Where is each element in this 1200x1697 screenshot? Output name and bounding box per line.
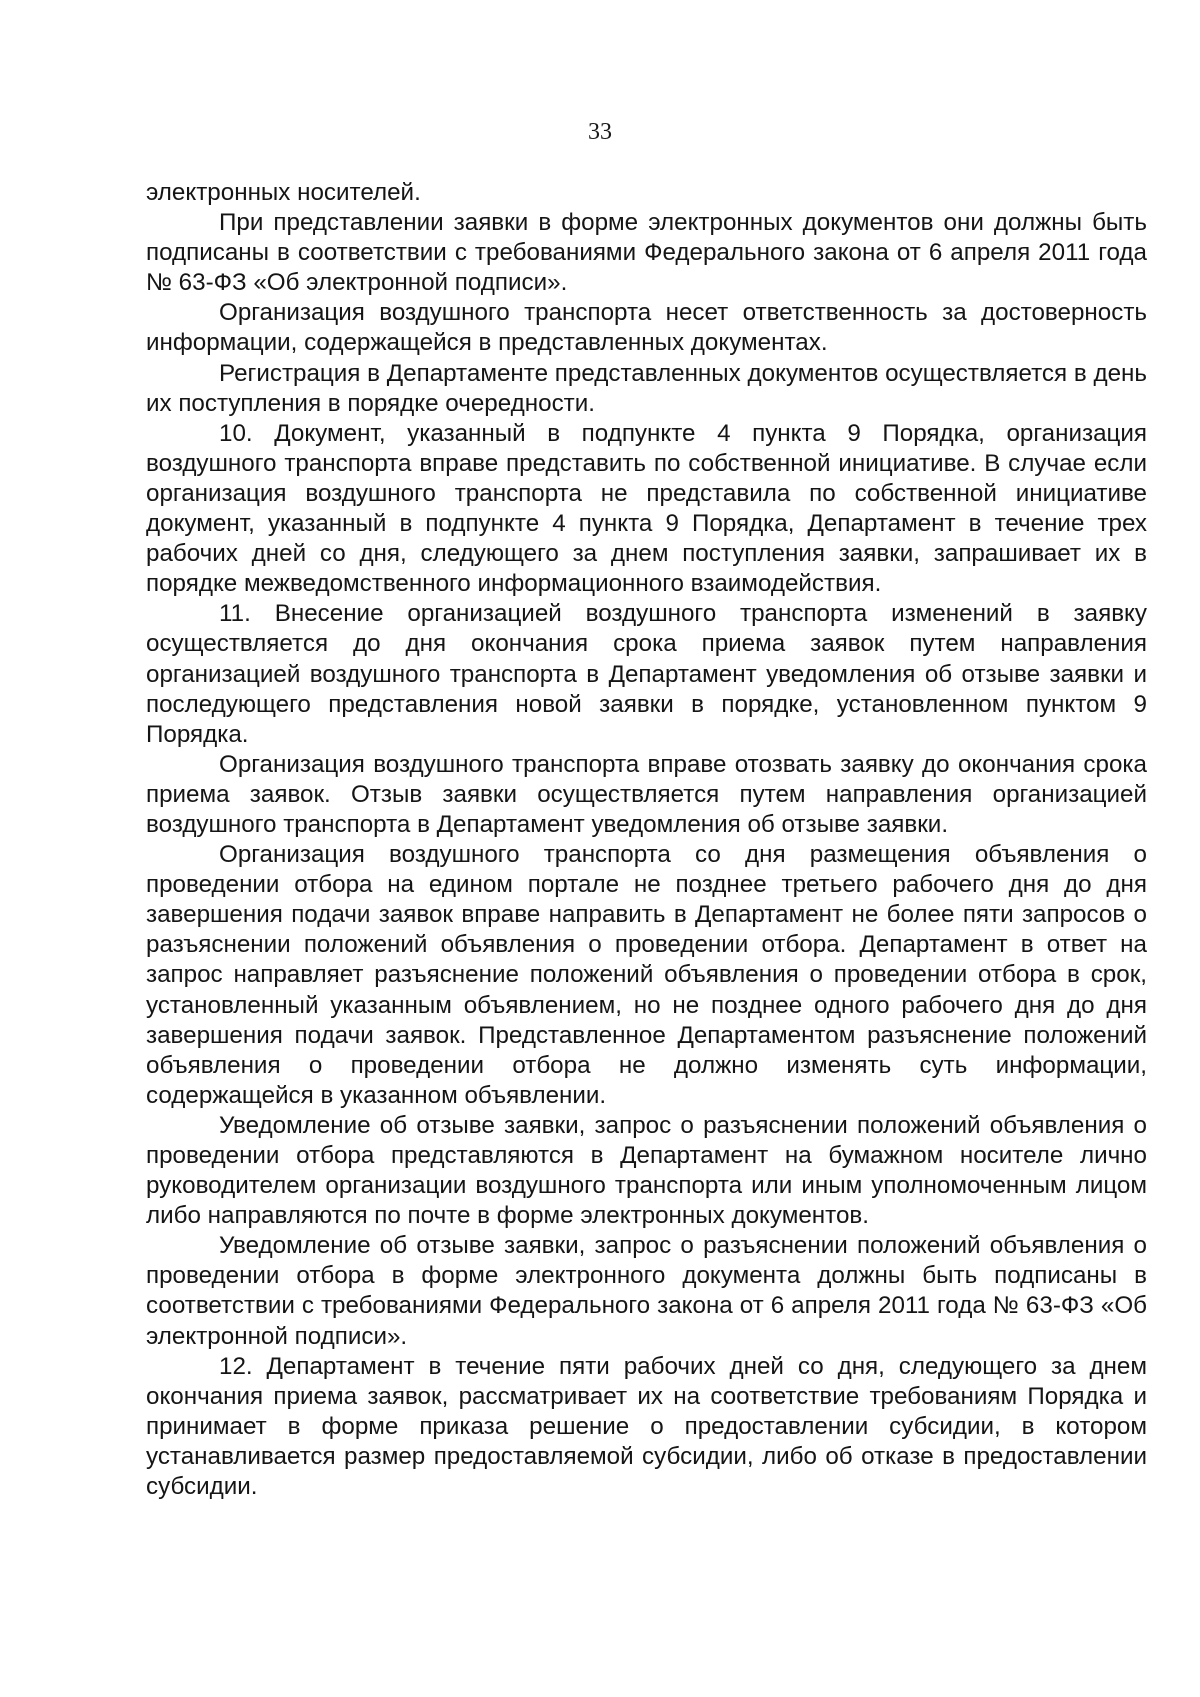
- paragraph-item-11: 11. Внесение организацией воздушного транспорта изменений в заявку осуществляется до дня окончания срока приема заявок путем направления организацией воздушного транспорта в Департамент уведомления об отзыве заявки и последующего представления новой заявки в порядке, установленном пунктом 9 Порядка.: [146, 600, 1147, 748]
- paragraph: Уведомление об отзыве заявки, запрос о разъяснении положений объявления о проведении отбора представляются в Департамент на бумажном носителе лично руководителем организации воздушного транспорта или иным уполномоченным лицом либо направляются по почте в форме электронных документов.: [146, 1111, 1147, 1230]
- paragraph: Организация воздушного транспорта несет ответственность за достоверность информации, содержащейся в представленных документах.: [146, 299, 1147, 357]
- paragraph-item-12: 12. Департамент в течение пяти рабочих дней со дня, следующего за днем окончания приема заявок, рассматривает их на соответствие требованиям Порядка и принимает в форме приказа решение о предоставлении субсидии, в котором устанавливается размер предоставляемой субсидии, либо об отказе в предоставлении субсидии.: [146, 1352, 1147, 1501]
- document-body: [146, 178, 1147, 1502]
- paragraph: Регистрация в Департаменте представленных документов осуществляется в день их поступления в порядке очередности.: [146, 359, 1147, 417]
- paragraph: При представлении заявки в форме электронных документов они должны быть подписаны в соответствии с требованиями Федерального закона от 6 апреля 2011 года № 63-ФЗ «Об электронной подписи».: [146, 209, 1147, 297]
- paragraph: Организация воздушного транспорта вправе отозвать заявку до окончания срока приема заявок. Отзыв заявки осуществляется путем направления организацией воздушного транспорта в Департамент уведомления об отзыве заявки.: [146, 750, 1147, 838]
- paragraph: Организация воздушного транспорта со дня размещения объявления о проведении отбора на едином портале не позднее третьего рабочего дня до дня завершения подачи заявок вправе направить в Департамент не более пяти запросов о разъяснении положений объявления о проведении отбора. Департамент в ответ на запрос направляет разъяснение положений объявления о проведении отбора в срок, установленный указанным объявлением, но не позднее одного рабочего дня до дня завершения подачи заявок. Представленное Департаментом разъяснение положений объявления о проведении отбора не должно изменять суть информации, содержащейся в указанном объявлении.: [146, 841, 1147, 1109]
- paragraph: Уведомление об отзыве заявки, запрос о разъяснении положений объявления о проведении отбора в форме электронного документа должны быть подписаны в соответствии с требованиями Федерального закона от 6 апреля 2011 года № 63-ФЗ «Об электронной подписи».: [146, 1232, 1147, 1350]
- page-number: 33: [588, 119, 612, 145]
- paragraph-item-10: 10. Документ, указанный в подпункте 4 пункта 9 Порядка, организация воздушного транспорта вправе представить по собственной инициативе. В случае если организация воздушного транспорта не представила по собственной инициативе документ, указанный в подпункте 4 пункта 9 Порядка, Департамент в течение трех рабочих дней со дня, следующего за днем поступления заявки, запрашивает их в порядке межведомственного информационного взаимодействия.: [146, 419, 1147, 598]
- paragraph: электронных носителей.: [146, 179, 421, 206]
